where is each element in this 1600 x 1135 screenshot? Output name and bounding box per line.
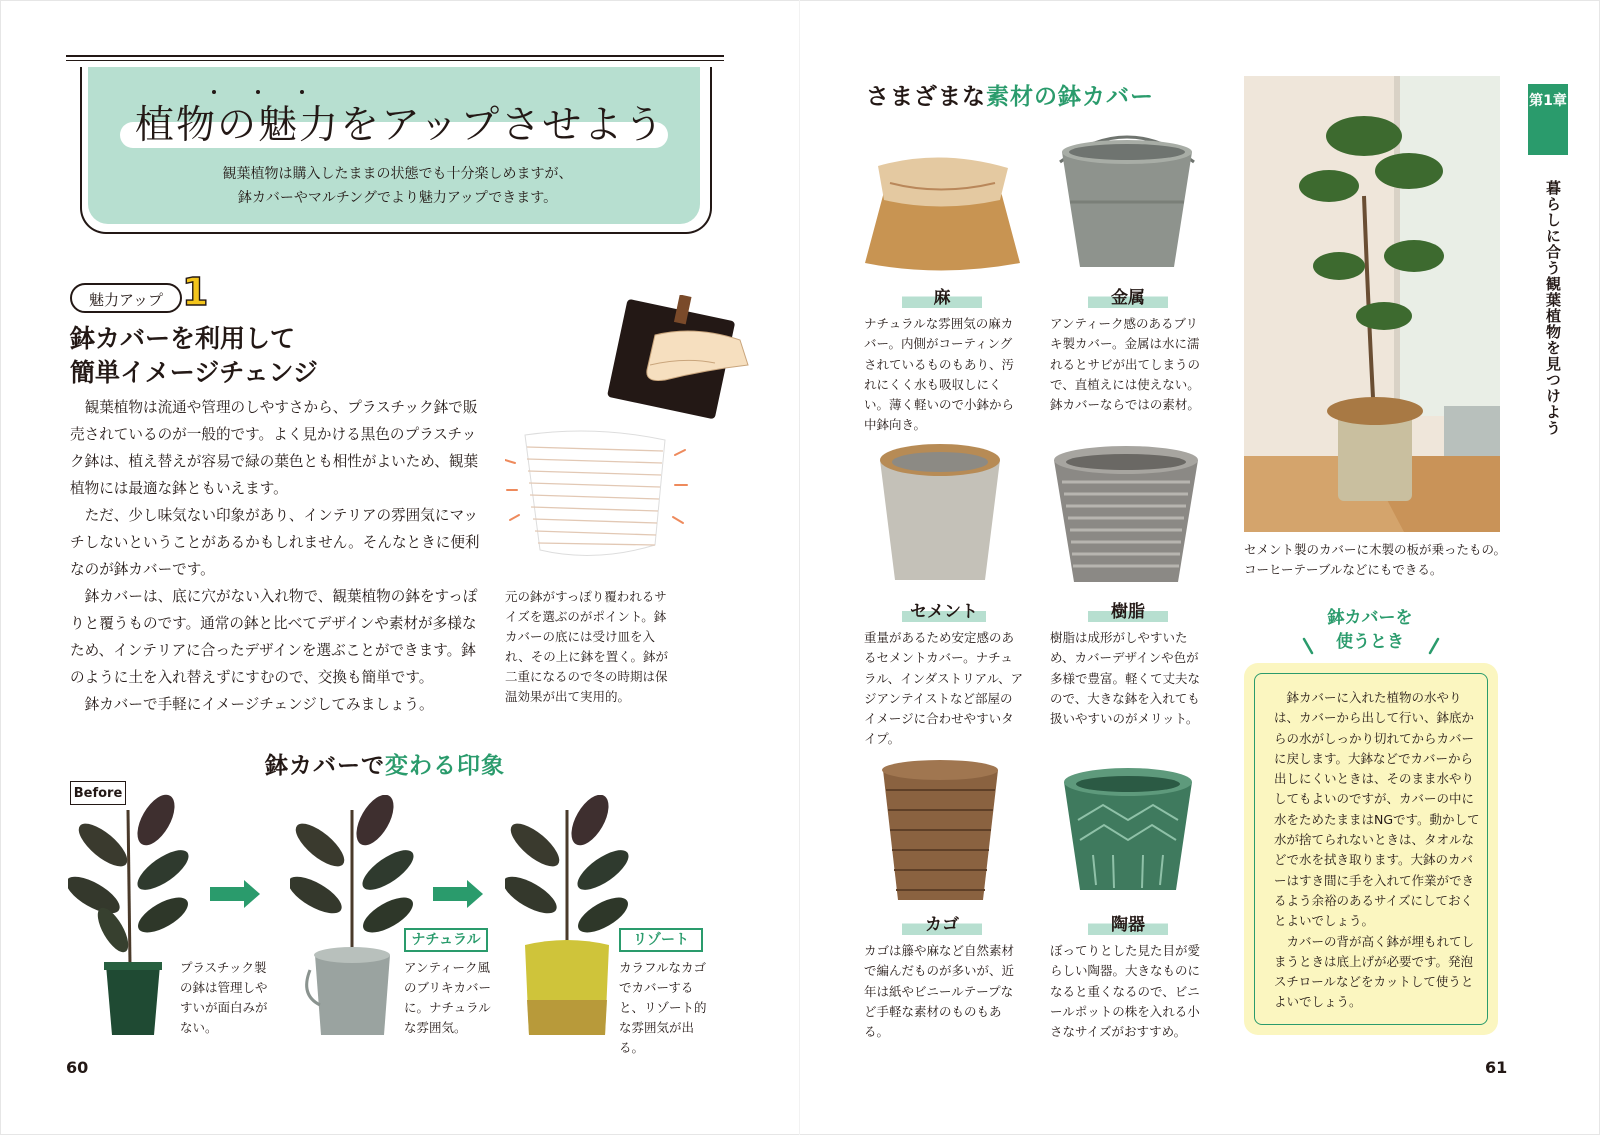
arrow-right-icon bbox=[210, 887, 244, 901]
heading-plain: さまざまな bbox=[866, 84, 986, 110]
material-description: ナチュラルな雰囲気の麻カバー。内側がコーティングされているものもあり、汚れにくく水も吸収しにくい。薄く軽いので小鉢から中鉢向き。 bbox=[864, 316, 1015, 433]
arrow-right-icon bbox=[244, 880, 260, 908]
tip-paragraph: 鉢カバーに入れた植物の水やりは、カバーから出して行い、鉢底からの水がしっかり切れてからカバーに戻します。大鉢などでカバーから出しにくいときは、そのまま水やりしてもよいのですが、カバーの中に水をためたままはNGです。動かして水が捨てられないときは、タオルなどで水を拭き取ります。大鉢のカバーはすき間に手を入れて作業ができるよう余裕のあるサイズにしておくとよいでしょう。 bbox=[1274, 690, 1480, 929]
materials-heading bbox=[866, 78, 1154, 111]
section-number: 1 bbox=[182, 270, 209, 314]
heading-plain: 鉢カバーで bbox=[265, 753, 385, 779]
body-paragraph: 観葉植物は流通や管理のしやすさから、プラスチック鉢で販売されているのが一般的です。よく見かける黒色のプラスチック鉢は、植え替えが容易で緑の葉色とも相性がよいため、観葉植物には最適な鉢ともいえます。 bbox=[70, 399, 479, 497]
lead-line: 観葉植物は購入したままの状態でも十分楽しめますが、 bbox=[222, 166, 573, 182]
title-rule bbox=[66, 55, 724, 57]
material-label-cement: セメント bbox=[902, 597, 986, 622]
page-number-left: 60 bbox=[66, 1058, 89, 1077]
basket-cover-photo bbox=[878, 755, 1003, 905]
tip-accent-marks bbox=[1296, 635, 1446, 657]
room-plant-photo bbox=[1244, 76, 1500, 532]
pot-cover-illustration bbox=[505, 295, 765, 570]
style-label-resort: リゾート bbox=[619, 928, 703, 952]
heading-accent: 変わる印象 bbox=[385, 753, 505, 779]
plant-plastic-pot bbox=[68, 790, 193, 1040]
lead-text bbox=[120, 162, 675, 210]
section-heading-line: 鉢カバーを利用して bbox=[70, 324, 296, 353]
tip-body bbox=[1274, 688, 1484, 1013]
tip-heading-line: 使うとき bbox=[1336, 632, 1404, 652]
section-heading-line: 簡単イメージチェンジ bbox=[70, 358, 318, 387]
arrow-right-icon bbox=[467, 880, 483, 908]
title-rule bbox=[66, 60, 724, 61]
material-description: 樹脂は成形がしやすいため、カバーデザインや色が多様で豊富。軽くて丈夫なので、大きな鉢を入れても扱いやすいのがメリット。 bbox=[1050, 630, 1201, 727]
arrow-right-icon bbox=[433, 887, 467, 901]
section-tag: 魅力アップ bbox=[70, 283, 182, 313]
material-label-ceramic: 陶器 bbox=[1088, 910, 1168, 935]
material-description: ぼってりとした見た目が愛らしい陶器。大きなものになると重くなるので、ビニールポットの株を入れる小さなサイズがおすすめ。 bbox=[1050, 943, 1201, 1040]
plant-caption: プラスチック製の鉢は管理しやすいが面白みがない。 bbox=[180, 960, 268, 1035]
plant-basket-cover bbox=[505, 795, 630, 1040]
chapter-tab-rule bbox=[1528, 152, 1568, 155]
before-after-heading bbox=[265, 747, 505, 780]
cement-cover-photo bbox=[875, 440, 1005, 585]
material-label-basket: カゴ bbox=[902, 910, 982, 935]
style-label-natural: ナチュラル bbox=[404, 928, 488, 952]
resin-cover-photo bbox=[1050, 442, 1202, 587]
body-paragraph: 鉢カバーは、底に穴がない入れ物で、観葉植物の鉢をすっぽりと覆うものです。通常の鉢と比べてデザインや素材が多様なため、インテリアに合ったデザインを選ぶことができます。鉢のように土を入れ替えずにすむので、交換も簡単です。 bbox=[70, 588, 478, 686]
material-description: 重量があるため安定感のあるセメントカバー。ナチュラル、インダストリアル、アジアンテイストなど部屋のイメージに合わせやすいタイプ。 bbox=[864, 630, 1024, 747]
material-label-resin: 樹脂 bbox=[1088, 597, 1168, 622]
book-spine bbox=[799, 0, 800, 1135]
section-heading bbox=[70, 322, 318, 390]
tip-heading-line: 鉢カバーを bbox=[1327, 608, 1413, 628]
jute-cover-photo bbox=[860, 148, 1025, 278]
plant-caption: カラフルなカゴでカバーすると、リゾート的な雰囲気が出る。 bbox=[619, 960, 707, 1055]
before-tag: Before bbox=[70, 781, 126, 805]
chapter-tab: 第1章 bbox=[1528, 84, 1568, 152]
material-description: カゴは籐や麻など自然素材で編んだものが多いが、近年は紙やビニールテープなど手軽な素材のものもある。 bbox=[864, 943, 1015, 1040]
body-paragraph: ただ、少し味気ない印象があり、インテリアの雰囲気にマッチしないということがあるかもしれません。そんなときに便利なのが鉢カバーです。 bbox=[70, 507, 480, 578]
chapter-title: 暮らしに合う観葉植物を見つけよう bbox=[1544, 180, 1562, 436]
plant-caption: アンティーク風のブリキカバーに。ナチュラルな雰囲気。 bbox=[404, 960, 492, 1035]
tin-cover-photo bbox=[1052, 132, 1202, 277]
tip-paragraph: カバーの背が高く鉢が埋もれてしまうときは底上げが必要です。発泡スチロールなどをカットして使うとよいでしょう。 bbox=[1274, 933, 1475, 1010]
heading-accent: 素材の鉢カバー bbox=[986, 84, 1154, 110]
ceramic-cover-photo bbox=[1058, 760, 1198, 900]
page-title: 植物の魅力をアップさせよう bbox=[135, 103, 666, 148]
section-body bbox=[70, 394, 490, 718]
material-label-metal: 金属 bbox=[1088, 283, 1168, 308]
lead-line: 鉢カバーやマルチングでより魅力アップできます。 bbox=[237, 190, 558, 206]
plant-tin-cover bbox=[290, 795, 415, 1040]
material-description: アンティーク感のあるブリキ製カバー。金属は水に濡れるとサビが出てしまうので、直植えには使えない。鉢カバーならではの素材。 bbox=[1050, 316, 1201, 413]
illustration-caption: 元の鉢がすっぽり覆われるサイズを選ぶのがポイント。鉢カバーの底には受け皿を入れ、その上に鉢を置く。鉢が二重になるので冬の時期は保温効果が出て実用的。 bbox=[505, 589, 669, 704]
material-label-jute: 麻 bbox=[902, 283, 982, 308]
body-paragraph: 鉢カバーで手軽にイメージチェンジしてみましょう。 bbox=[84, 696, 434, 713]
page-number-right: 61 bbox=[1485, 1058, 1508, 1077]
photo-caption: セメント製のカバーに木製の板が乗ったもの。コーヒーテーブルなどにもできる。 bbox=[1244, 542, 1507, 577]
